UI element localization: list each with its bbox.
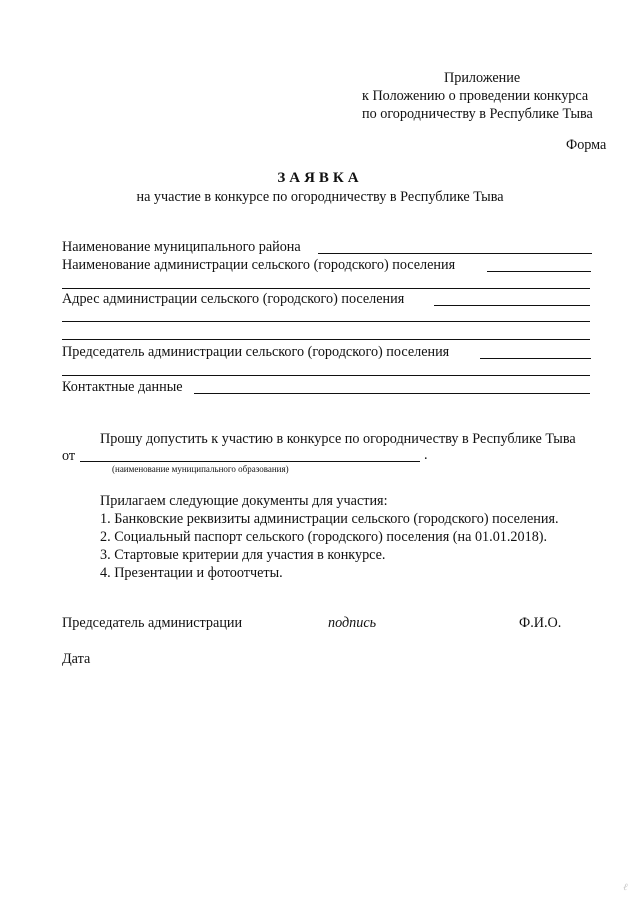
documents-intro: Прилагаем следующие документы для участия:	[100, 493, 388, 509]
settlement-admin-address-field-line2[interactable]	[62, 321, 590, 322]
request-text: Прошу допустить к участию в конкурсе по огородничеству в Республике Тыва	[100, 431, 576, 447]
settlement-chair-field-line2[interactable]	[62, 375, 590, 376]
chair-signature-label: Председатель администрации	[62, 615, 243, 631]
municipal-entity-caption: (наименование муниципального образования)	[112, 464, 289, 474]
document-item-4: 4. Презентации и фотоотчеты.	[100, 565, 283, 581]
document-title: ЗАЯВКА	[277, 170, 363, 186]
municipal-district-field[interactable]	[318, 253, 592, 254]
municipal-district-label: Наименование муниципального района	[62, 239, 301, 255]
document-item-3: 3. Стартовые критерии для участия в конкурсе.	[100, 547, 386, 563]
signature-label: подпись	[328, 615, 377, 631]
full-name-label: Ф.И.О.	[519, 615, 562, 631]
document-item-2: 2. Социальный паспорт сельского (городского) поселения (на 01.01.2018).	[100, 529, 548, 545]
form-label: Форма	[566, 137, 607, 153]
scan-mark-icon: ℓ	[621, 881, 630, 894]
settlement-admin-name-field[interactable]	[487, 271, 591, 272]
municipal-entity-field[interactable]	[80, 461, 420, 462]
settlement-admin-address-field[interactable]	[434, 305, 590, 306]
settlement-admin-address-field-line3[interactable]	[62, 339, 590, 340]
request-period: .	[424, 447, 428, 463]
document-subtitle: на участие в конкурсе по огородничеству в Республике Тыва	[136, 189, 504, 205]
settlement-chair-label: Председатель администрации сельского (городского) поселения	[62, 344, 450, 360]
contacts-field[interactable]	[194, 393, 590, 394]
appendix-regulation-line: к Положению о проведении конкурса	[362, 88, 589, 104]
request-from-label: от	[62, 448, 76, 464]
appendix-label: Приложение	[444, 70, 521, 86]
appendix-contest-line: по огородничеству в Республике Тыва	[362, 106, 593, 122]
settlement-chair-field[interactable]	[480, 358, 591, 359]
document-item-1: 1. Банковские реквизиты администрации сельского (городского) поселения.	[100, 511, 559, 527]
settlement-admin-name-label: Наименование администрации сельского (городского) поселения	[62, 257, 456, 273]
date-label: Дата	[62, 651, 91, 667]
settlement-admin-address-label: Адрес администрации сельского (городского) поселения	[62, 291, 405, 307]
contacts-label: Контактные данные	[62, 379, 183, 395]
settlement-admin-name-field-line2[interactable]	[62, 288, 590, 289]
